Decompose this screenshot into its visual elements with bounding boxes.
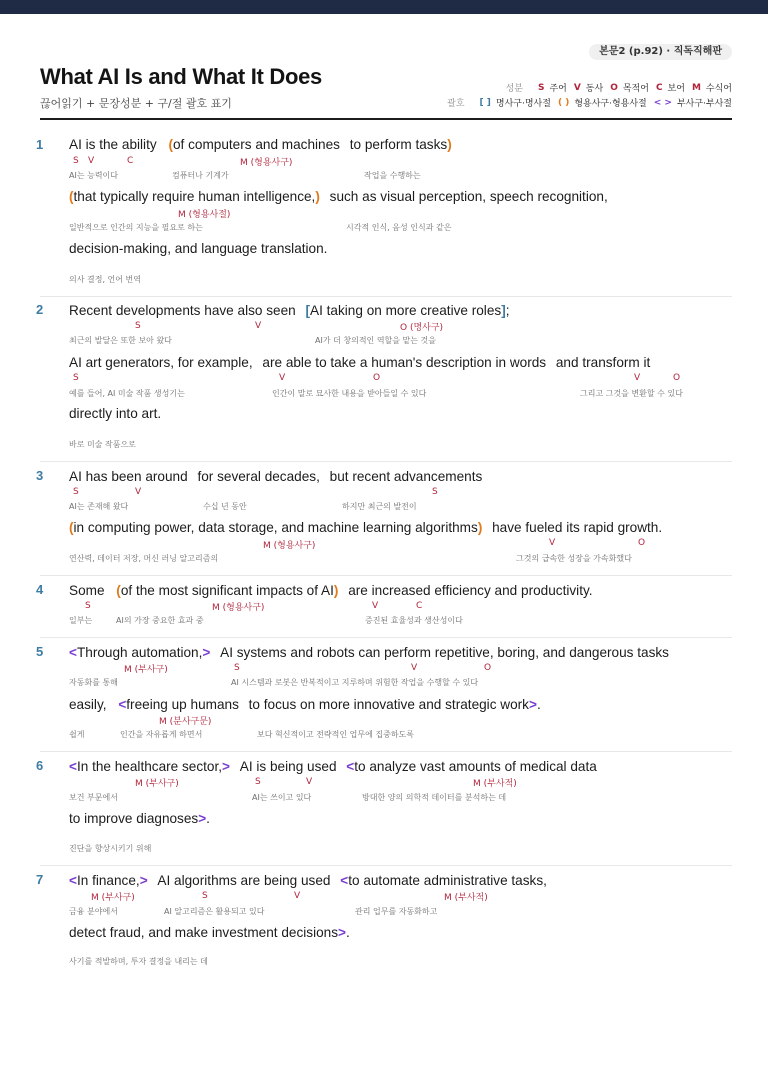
sentence-number: 4 <box>36 582 44 597</box>
translation: 수십 년 동안 <box>203 502 247 511</box>
mark-verb: V <box>372 601 379 611</box>
mark-modifier: M (부사구) <box>135 779 179 789</box>
sentence-2-line-2 <box>69 355 650 370</box>
mark-modifier: M (분사구문) <box>159 717 212 727</box>
translation: 보건 부문에서 <box>69 793 118 802</box>
translation: AI 시스템과 로봇은 반복적이고 지루하며 위험한 작업을 수행할 수 있다 <box>231 678 479 687</box>
mark-verb: V <box>411 663 418 673</box>
paren-open: ( <box>116 583 121 598</box>
legend-text-modifier: 수식어 <box>705 84 732 94</box>
chunk: Recent developments have also seen <box>69 303 296 318</box>
angle-open: < <box>69 873 77 888</box>
sentence-6-line-1 <box>69 759 597 774</box>
header-rule <box>40 118 732 120</box>
chunk: . <box>206 811 210 826</box>
mark-verb: V <box>88 156 95 166</box>
translation: 금융 분야에서 <box>69 907 118 916</box>
mark-modifier: M (부사구) <box>91 893 135 903</box>
paren-close: ) <box>333 583 339 598</box>
chunk: to improve diagnoses <box>69 811 199 826</box>
translation: 의사 결정, 언어 번역 <box>69 275 141 284</box>
chunk: for several decades, <box>197 469 320 484</box>
translation: AI는 쓰이고 있다 <box>252 793 312 802</box>
mark-modifier: M (형용사구) <box>263 541 316 551</box>
angle-open: < <box>69 759 77 774</box>
legend-text-adverb: 부사구·부사절 <box>676 99 732 109</box>
chunk: but recent advancements <box>329 469 483 484</box>
mark-verb: V <box>294 891 301 901</box>
sentence-1-line-3: decision-making, and language translation. <box>69 241 328 256</box>
legend-symbol-o: O <box>610 82 618 93</box>
sentence-number: 1 <box>36 137 44 152</box>
mark-subject: S <box>85 601 91 611</box>
mark-modifier: M (형용사절) <box>178 210 231 220</box>
translation: 인간이 말로 묘사한 내용을 받아들일 수 있다 <box>272 389 427 398</box>
mark-verb: V <box>306 777 313 787</box>
translation: 그리고 그것을 변환할 수 있다 <box>580 389 683 398</box>
translation: 증진된 효율성과 생산성이다 <box>365 616 463 625</box>
sentence-number: 2 <box>36 302 44 317</box>
sentence-1-line-1 <box>69 137 452 152</box>
sentence-7-line-1 <box>69 873 547 888</box>
angle-open: < <box>69 645 77 660</box>
chunk: of the most significant impacts of AI <box>120 583 334 598</box>
mark-verb: V <box>279 373 286 383</box>
sentence-2-line-1 <box>69 303 510 318</box>
angle-open: < <box>340 873 349 888</box>
mark-subject: S <box>255 777 261 787</box>
translation: 예를 들어, AI 미술 작품 생성기는 <box>69 389 185 398</box>
translation: 보다 혁신적이고 전략적인 업무에 집중하도록 <box>257 730 415 739</box>
translation: 인간을 자유롭게 하면서 <box>120 730 203 739</box>
source-badge: 본문2 (p.92) · 직독직해판 <box>589 44 732 60</box>
mark-subject: S <box>432 487 438 497</box>
legend-symbol-m: M <box>691 82 701 93</box>
angle-open: < <box>118 697 127 712</box>
mark-modifier: M (부사적) <box>473 779 517 789</box>
translation: 쉽게 <box>69 730 85 739</box>
chunk: In the healthcare sector, <box>76 759 223 774</box>
translation: AI 알고리즘은 활용되고 있다 <box>164 907 265 916</box>
translation: 그것의 급속한 성장을 가속화했다 <box>516 554 632 563</box>
square-open: [ <box>305 303 311 318</box>
legend-symbol-c: C <box>655 82 663 93</box>
angle-close: > <box>528 697 537 712</box>
legend-text-complement: 보어 <box>667 84 685 94</box>
translation: 사기를 적발하며, 투자 결정을 내리는 데 <box>69 957 208 966</box>
sentence-divider <box>40 865 732 866</box>
chunk: to analyze vast amounts of medical data <box>354 759 597 774</box>
paren-close: ) <box>315 189 320 204</box>
translation: 방대한 양의 의학적 데이터를 분석하는 데 <box>362 793 507 802</box>
sentence-7-line-2 <box>69 925 350 940</box>
chunk: are increased efficiency and productivity. <box>348 583 593 598</box>
mark-object: O <box>484 663 492 673</box>
mark-subject: S <box>202 891 208 901</box>
chunk: AI algorithms are being used <box>157 873 331 888</box>
chunk: AI is the ability <box>69 137 157 152</box>
sentence-3-line-2 <box>69 520 662 535</box>
mark-complement: C <box>416 601 423 611</box>
legend-text-subject: 주어 <box>549 84 567 94</box>
legend-symbol-paren: ( ) <box>557 97 570 108</box>
chunk: to automate administrative tasks, <box>348 873 547 888</box>
legend-symbol-s: S <box>537 82 545 93</box>
mark-object: O <box>373 373 381 383</box>
sentence-number: 5 <box>36 644 44 659</box>
translation: 최근의 발달은 또한 보아 왔다 <box>69 336 172 345</box>
mark-subject: S <box>234 663 240 673</box>
chunk: AI systems and robots can perform repetitive, boring, and dangerous tasks <box>220 645 669 660</box>
mark-subject: S <box>135 321 141 331</box>
legend-components <box>506 81 732 94</box>
translation: 진단을 향상시키기 위해 <box>69 844 152 853</box>
mark-subject: S <box>73 487 79 497</box>
chunk: that typically require human intelligence, <box>73 189 316 204</box>
translation: 작업을 수행하는 <box>364 171 421 180</box>
chunk: . <box>345 925 350 940</box>
sentence-number: 7 <box>36 872 44 887</box>
top-banner <box>0 0 768 14</box>
mark-verb: V <box>135 487 142 497</box>
translation: AI는 능력이다 <box>69 171 119 180</box>
chunk: have fueled its rapid growth. <box>492 520 663 535</box>
sentence-divider <box>40 637 732 638</box>
legend-symbol-v: V <box>573 82 581 93</box>
legend-text-object: 목적어 <box>622 84 649 94</box>
paren-open: ( <box>69 189 74 204</box>
legend-brackets-label: 괄호 <box>447 99 465 109</box>
translation: AI는 존재해 왔다 <box>69 502 129 511</box>
chunk: in computing power, data storage, and machine learning algorithms <box>73 520 478 535</box>
chunk: Some <box>69 583 105 598</box>
mark-subject: S <box>73 156 79 166</box>
mark-modifier: M (부사구) <box>124 665 168 675</box>
sentence-5-line-2 <box>69 697 541 712</box>
mark-verb: V <box>255 321 262 331</box>
mark-modifier: M (형용사구) <box>240 158 293 168</box>
chunk: AI art generators, for example, <box>69 355 253 370</box>
sentence-divider <box>40 575 732 576</box>
chunk: In finance, <box>76 873 140 888</box>
sentence-divider <box>40 461 732 462</box>
chunk: such as visual perception, speech recognition, <box>329 189 608 204</box>
sentence-6-line-2 <box>69 811 210 826</box>
chunk: detect fraud, and make investment decisions <box>69 925 339 940</box>
angle-close: > <box>139 873 148 888</box>
translation: 관리 업무를 자동화하고 <box>355 907 438 916</box>
paren-close: ) <box>447 137 452 152</box>
mark-modifier: M (형용사구) <box>212 603 265 613</box>
translation: 하지만 최근의 발전이 <box>342 502 417 511</box>
sentence-divider <box>40 751 732 752</box>
mark-object: O <box>638 538 646 548</box>
translation: AI의 가장 중요한 효과 중 <box>116 616 204 625</box>
sentence-1-line-2 <box>69 189 608 204</box>
sentence-number: 6 <box>36 758 44 773</box>
sentence-4-line-1 <box>69 583 593 598</box>
mark-subject: S <box>73 373 79 383</box>
sentence-5-line-1 <box>69 645 669 660</box>
translation: 자동화를 통해 <box>69 678 118 687</box>
legend-text-noun: 명사구·명사절 <box>495 99 551 109</box>
chunk: ; <box>505 303 510 318</box>
legend-symbol-angle: < > <box>653 97 672 108</box>
translation: 일부는 <box>69 616 93 625</box>
chunk: AI has been around <box>69 469 188 484</box>
page-title: What AI Is and What It Does <box>40 64 322 89</box>
mark-verb: V <box>634 373 641 383</box>
square-close: ] <box>501 303 506 318</box>
mark-object: O (명사구) <box>400 323 444 333</box>
legend-text-verb: 동사 <box>585 84 604 94</box>
mark-complement: C <box>127 156 134 166</box>
angle-close: > <box>202 645 211 660</box>
chunk: easily, <box>69 697 107 712</box>
angle-close: > <box>338 925 346 940</box>
sentence-2-line-3: directly into art. <box>69 406 162 421</box>
paren-open: ( <box>69 520 74 535</box>
paren-open: ( <box>168 137 173 152</box>
angle-open: < <box>346 759 355 774</box>
chunk: of computers and machines <box>172 137 340 152</box>
chunk: . <box>536 697 541 712</box>
angle-close: > <box>222 759 230 774</box>
chunk: freeing up humans <box>126 697 239 712</box>
translation: 일반적으로 인간의 지능을 필요로 하는 <box>69 223 203 232</box>
chunk: Through automation, <box>76 645 203 660</box>
chunk: to perform tasks <box>349 137 448 152</box>
chunk: to focus on more innovative and strategic work <box>248 697 529 712</box>
page-subtitle: 끊어읽기 + 문장성분 + 구/절 괄호 표기 <box>40 97 232 110</box>
sentence-number: 3 <box>36 468 44 483</box>
translation: 컴퓨터나 기계가 <box>172 171 229 180</box>
paren-close: ) <box>477 520 483 535</box>
translation: 시각적 인식, 음성 인식과 같은 <box>346 223 452 232</box>
chunk: and transform it <box>555 355 651 370</box>
legend-text-adjective: 형용사구·형용사절 <box>574 99 647 109</box>
angle-close: > <box>198 811 207 826</box>
translation: 바로 미술 작품으로 <box>69 440 136 449</box>
sentence-3-line-1 <box>69 469 482 484</box>
mark-verb: V <box>549 538 556 548</box>
mark-modifier: M (부사적) <box>444 893 488 903</box>
mark-object: O <box>673 373 681 383</box>
chunk: AI is being used <box>239 759 337 774</box>
translation: 연산력, 데이터 저장, 머신 러닝 알고리즘의 <box>69 554 219 563</box>
legend-brackets <box>447 96 732 109</box>
chunk: AI taking on more creative roles <box>310 303 502 318</box>
sentence-divider <box>40 296 732 297</box>
legend-symbol-square: [ ] <box>479 97 491 108</box>
legend-components-label: 성분 <box>505 84 523 94</box>
translation: AI가 더 창의적인 역할을 맡는 것을 <box>315 336 437 345</box>
chunk: are able to take a human's description in words <box>262 355 547 370</box>
